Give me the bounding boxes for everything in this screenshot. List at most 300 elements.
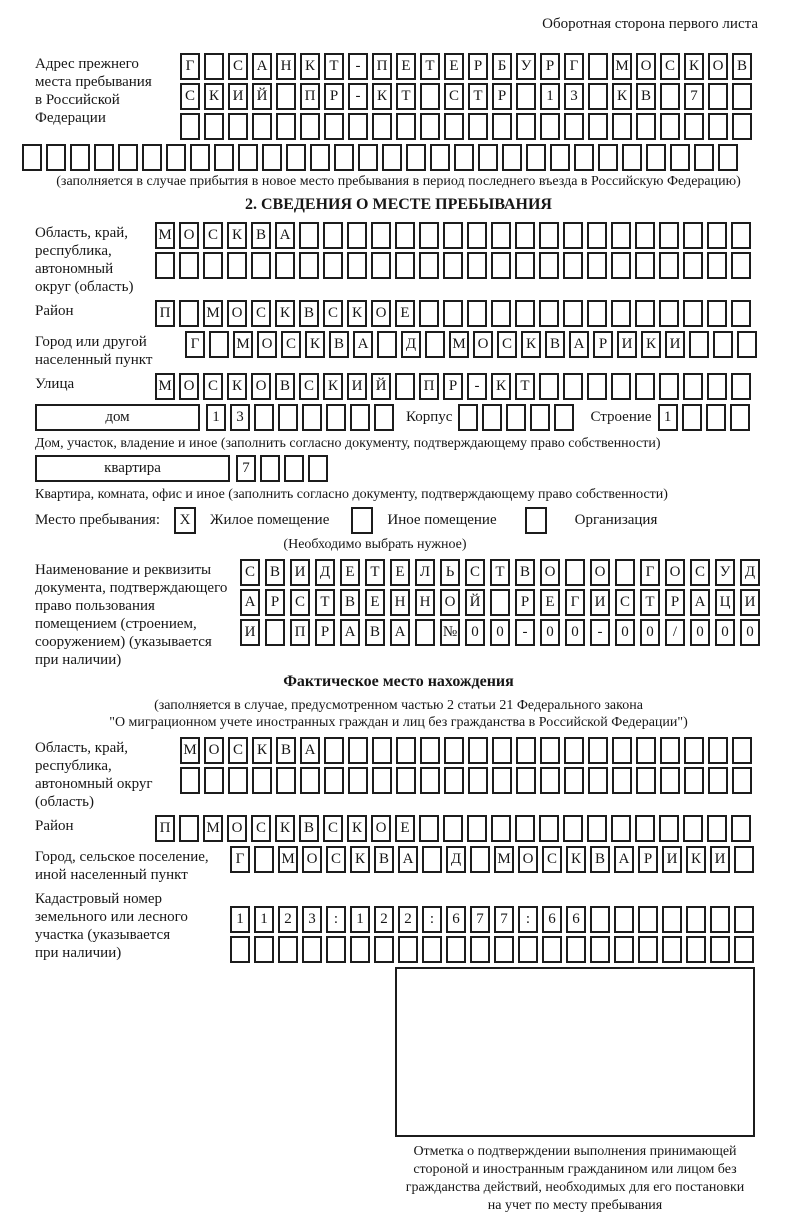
char-cell [689, 331, 709, 358]
char-cell: Й [465, 589, 485, 616]
char-cell: В [636, 83, 656, 110]
char-cell [542, 936, 562, 963]
char-cell: Т [490, 559, 510, 586]
prev-address-section [35, 53, 762, 190]
char-cell [468, 737, 488, 764]
char-cell [396, 737, 416, 764]
char-cell: 7 [470, 906, 490, 933]
char-cell: К [227, 373, 247, 400]
caption-line: гражданства действий, необходимых для его постановки [405, 1180, 745, 1195]
char-cell: В [340, 589, 360, 616]
char-cell: 1 [658, 404, 678, 431]
char-cell [732, 737, 752, 764]
char-cell [734, 936, 754, 963]
char-cell [350, 936, 370, 963]
char-cell [494, 936, 514, 963]
document-cells-2 [240, 589, 760, 616]
char-cell [238, 144, 258, 171]
label-line: автономный округ [35, 776, 153, 792]
char-cell: 0 [615, 619, 635, 646]
label-line: участка (указывается [35, 927, 171, 943]
char-cell [419, 300, 439, 327]
char-cell: В [299, 815, 319, 842]
char-cell: О [227, 815, 247, 842]
char-cell [302, 936, 322, 963]
char-cell [308, 455, 328, 482]
char-cell: П [419, 373, 439, 400]
char-cell [686, 936, 706, 963]
char-cell [491, 252, 511, 279]
char-cell [516, 737, 536, 764]
char-cell [396, 113, 416, 140]
char-cell [254, 404, 274, 431]
char-cell [444, 767, 464, 794]
char-cell [660, 767, 680, 794]
char-cell [683, 373, 703, 400]
char-cell: - [348, 53, 368, 80]
char-cell: К [347, 815, 367, 842]
char-cell [540, 113, 560, 140]
char-cell [490, 589, 510, 616]
char-cell: К [521, 331, 541, 358]
char-cell: Г [230, 846, 250, 873]
char-cell: С [542, 846, 562, 873]
char-cell [622, 144, 642, 171]
char-cell: И [665, 331, 685, 358]
char-cell [348, 113, 368, 140]
char-cell: Л [415, 559, 435, 586]
char-cell: М [155, 373, 175, 400]
option-other-premises-label: Иное помещение [387, 512, 497, 528]
char-cell: О [540, 559, 560, 586]
char-cell [612, 113, 632, 140]
char-cell [276, 83, 296, 110]
region-label [35, 222, 155, 296]
char-cell [443, 300, 463, 327]
char-cell [420, 737, 440, 764]
char-cell: Т [396, 83, 416, 110]
label-line: Область, край, [35, 225, 129, 241]
char-cell: Е [396, 53, 416, 80]
label-line: республика, [35, 758, 112, 774]
char-cell [252, 113, 272, 140]
char-cell: С [323, 300, 343, 327]
char-cell [713, 331, 733, 358]
char-cell: С [228, 737, 248, 764]
char-cell [419, 252, 439, 279]
char-cell [540, 767, 560, 794]
char-cell: И [228, 83, 248, 110]
char-cell [554, 404, 574, 431]
char-cell [491, 222, 511, 249]
char-cell: А [353, 331, 373, 358]
char-cell [707, 222, 727, 249]
actual-location-note-2: "О миграционном учете иностранных граждан и лиц без гражданства в Российской Федерации") [109, 715, 688, 730]
char-cell [204, 767, 224, 794]
char-cell: К [566, 846, 586, 873]
actual-district-label: Район [35, 818, 74, 834]
char-cell: 0 [490, 619, 510, 646]
label-line: округ (область) [35, 279, 134, 295]
char-cell [539, 373, 559, 400]
actual-region-label [35, 737, 180, 811]
char-cell [588, 767, 608, 794]
char-cell: М [612, 53, 632, 80]
char-cell [300, 113, 320, 140]
char-cell [660, 737, 680, 764]
char-cell [302, 404, 322, 431]
district-row [35, 300, 762, 327]
char-cell [446, 936, 466, 963]
char-cell [467, 815, 487, 842]
actual-region-cells-2 [180, 767, 752, 794]
char-cell: О [204, 737, 224, 764]
char-cell [358, 144, 378, 171]
char-cell: В [265, 559, 285, 586]
char-cell: - [515, 619, 535, 646]
char-cell: М [203, 815, 223, 842]
page-side-note: Оборотная сторона первого листа [542, 16, 758, 32]
char-cell: О [665, 559, 685, 586]
char-cell: 0 [565, 619, 585, 646]
prev-address-row-1 [180, 53, 752, 80]
char-cell [430, 144, 450, 171]
char-cell [419, 222, 439, 249]
char-cell: Е [395, 300, 415, 327]
char-cell: А [300, 737, 320, 764]
char-cell [563, 300, 583, 327]
char-cell: В [732, 53, 752, 80]
char-cell: 7 [684, 83, 704, 110]
char-cell: С [465, 559, 485, 586]
char-cell [118, 144, 138, 171]
char-cell: О [371, 300, 391, 327]
char-cell [179, 300, 199, 327]
char-cell: 6 [446, 906, 466, 933]
char-cell [635, 252, 655, 279]
char-cell [707, 252, 727, 279]
char-cell [492, 767, 512, 794]
actual-location-title: Фактическое место нахождения [283, 673, 514, 690]
char-cell: М [155, 222, 175, 249]
char-cell: И [290, 559, 310, 586]
char-cell [587, 222, 607, 249]
char-cell: В [275, 373, 295, 400]
char-cell [420, 113, 440, 140]
char-cell [710, 936, 730, 963]
city-cells [185, 331, 757, 358]
char-cell [443, 252, 463, 279]
char-cell [564, 113, 584, 140]
char-cell: Т [365, 559, 385, 586]
char-cell: А [240, 589, 260, 616]
char-cell: О [473, 331, 493, 358]
char-cell [467, 222, 487, 249]
char-cell: А [398, 846, 418, 873]
char-cell [275, 252, 295, 279]
char-cell: А [614, 846, 634, 873]
char-cell [638, 906, 658, 933]
section2-title: 2. СВЕДЕНИЯ О МЕСТЕ ПРЕБЫВАНИЯ [245, 196, 552, 213]
korpus-cells [458, 404, 574, 431]
char-cell [324, 737, 344, 764]
char-cell [590, 936, 610, 963]
char-cell [180, 767, 200, 794]
char-cell: О [302, 846, 322, 873]
char-cell: Т [420, 53, 440, 80]
char-cell [326, 936, 346, 963]
char-cell: И [662, 846, 682, 873]
char-cell [46, 144, 66, 171]
char-cell [587, 373, 607, 400]
char-cell: С [690, 559, 710, 586]
char-cell [444, 737, 464, 764]
char-cell: Г [564, 53, 584, 80]
char-cell: Р [665, 589, 685, 616]
char-cell: М [233, 331, 253, 358]
char-cell: К [641, 331, 661, 358]
char-cell [467, 300, 487, 327]
street-row [35, 373, 762, 400]
label-line: Наименование и реквизиты [35, 562, 212, 578]
caption-line: Отметка о подтверждении выполнения принимающей [413, 1144, 737, 1159]
char-cell: - [348, 83, 368, 110]
cadastre-cells-1 [230, 906, 754, 933]
char-cell: 0 [640, 619, 660, 646]
region-cells-2 [155, 252, 751, 279]
char-cell [590, 906, 610, 933]
char-cell: / [665, 619, 685, 646]
char-cell: В [515, 559, 535, 586]
char-cell: К [350, 846, 370, 873]
char-cell: И [590, 589, 610, 616]
char-cell: Г [185, 331, 205, 358]
char-cell [214, 144, 234, 171]
char-cell [180, 113, 200, 140]
char-cell: С [660, 53, 680, 80]
char-cell: С [203, 222, 223, 249]
char-cell [254, 936, 274, 963]
char-cell [659, 373, 679, 400]
char-cell [731, 222, 751, 249]
char-cell [398, 936, 418, 963]
char-cell [732, 767, 752, 794]
char-cell [209, 331, 229, 358]
char-cell [614, 936, 634, 963]
char-cell: Д [740, 559, 760, 586]
char-cell [707, 373, 727, 400]
char-cell [686, 906, 706, 933]
house-box-label: дом [35, 404, 200, 431]
label-line: места пребывания [35, 74, 152, 90]
actual-city-row [35, 846, 762, 884]
char-cell [251, 252, 271, 279]
char-cell [491, 815, 511, 842]
char-cell: № [440, 619, 460, 646]
char-cell [382, 144, 402, 171]
char-cell: Г [180, 53, 200, 80]
char-cell: - [467, 373, 487, 400]
option-organization-label: Организация [574, 512, 658, 528]
char-cell [395, 252, 415, 279]
char-cell [374, 404, 394, 431]
char-cell [252, 767, 272, 794]
char-cell: С [299, 373, 319, 400]
char-cell [374, 936, 394, 963]
char-cell [662, 936, 682, 963]
char-cell [278, 936, 298, 963]
char-cell: Е [365, 589, 385, 616]
char-cell: С [180, 83, 200, 110]
char-cell [347, 252, 367, 279]
char-cell [467, 252, 487, 279]
char-cell [420, 767, 440, 794]
char-cell [635, 373, 655, 400]
char-cell: А [275, 222, 295, 249]
char-cell: С [290, 589, 310, 616]
char-cell [708, 113, 728, 140]
char-cell [262, 144, 282, 171]
label-line: Город или другой [35, 334, 147, 350]
caption-line: стороной и иностранным гражданином или лицом без [413, 1162, 737, 1177]
char-cell: О [590, 559, 610, 586]
char-cell: 6 [566, 906, 586, 933]
char-cell [203, 252, 223, 279]
char-cell [415, 619, 435, 646]
char-cell [684, 767, 704, 794]
char-cell [683, 252, 703, 279]
korpus-label: Корпус [406, 409, 453, 425]
char-cell: О [636, 53, 656, 80]
char-cell: С [251, 300, 271, 327]
char-cell: С [203, 373, 223, 400]
char-cell: : [326, 906, 346, 933]
char-cell [422, 936, 442, 963]
char-cell [515, 222, 535, 249]
city-row [35, 331, 762, 369]
char-cell [516, 767, 536, 794]
char-cell: 0 [690, 619, 710, 646]
char-cell: С [228, 53, 248, 80]
char-cell [299, 252, 319, 279]
char-cell [734, 906, 754, 933]
label-line: документа, подтверждающего [35, 580, 228, 596]
char-cell: Р [443, 373, 463, 400]
char-cell [588, 83, 608, 110]
char-cell: В [365, 619, 385, 646]
char-cell [372, 737, 392, 764]
label-line: Город, сельское поселение, [35, 849, 209, 865]
char-cell [22, 144, 42, 171]
district-label: Район [35, 303, 74, 319]
char-cell: 7 [236, 455, 256, 482]
char-cell: К [372, 83, 392, 110]
document-label [35, 559, 240, 669]
char-cell: Р [638, 846, 658, 873]
char-cell [492, 113, 512, 140]
char-cell: 2 [278, 906, 298, 933]
char-cell [659, 815, 679, 842]
char-cell: П [300, 83, 320, 110]
char-cell: Т [468, 83, 488, 110]
char-cell [612, 737, 632, 764]
char-cell: М [494, 846, 514, 873]
char-cell: Н [415, 589, 435, 616]
char-cell: М [278, 846, 298, 873]
char-cell [659, 222, 679, 249]
char-cell: С [444, 83, 464, 110]
char-cell: 3 [230, 404, 250, 431]
char-cell: 0 [540, 619, 560, 646]
char-cell: О [440, 589, 460, 616]
char-cell: И [740, 589, 760, 616]
char-cell: Р [324, 83, 344, 110]
char-cell [284, 455, 304, 482]
char-cell [228, 767, 248, 794]
char-cell: 1 [350, 906, 370, 933]
label-line: населенный пункт [35, 352, 153, 368]
char-cell [731, 300, 751, 327]
char-cell: С [323, 815, 343, 842]
apartment-cells [236, 455, 328, 482]
char-cell [635, 300, 655, 327]
char-cell: 6 [542, 906, 562, 933]
char-cell: - [590, 619, 610, 646]
char-cell [539, 222, 559, 249]
char-cell [587, 300, 607, 327]
cadastre-label [35, 888, 230, 962]
char-cell [707, 815, 727, 842]
char-cell: 0 [465, 619, 485, 646]
char-cell [422, 846, 442, 873]
stroenie-label: Строение [590, 409, 652, 425]
char-cell: Ь [440, 559, 460, 586]
char-cell: П [372, 53, 392, 80]
char-cell [638, 936, 658, 963]
char-cell [372, 113, 392, 140]
char-cell: 3 [564, 83, 584, 110]
char-cell [659, 252, 679, 279]
city-label [35, 331, 185, 369]
char-cell [587, 252, 607, 279]
char-cell [324, 113, 344, 140]
registration-stamp-box [395, 967, 755, 1137]
char-cell: С [240, 559, 260, 586]
char-cell [598, 144, 618, 171]
char-cell [611, 815, 631, 842]
checkbox-other-premises [351, 507, 373, 534]
char-cell [636, 113, 656, 140]
char-cell [670, 144, 690, 171]
char-cell [683, 815, 703, 842]
char-cell: К [252, 737, 272, 764]
char-cell: К [275, 815, 295, 842]
char-cell: О [371, 815, 391, 842]
char-cell: 2 [374, 906, 394, 933]
char-cell [516, 83, 536, 110]
char-cell [276, 767, 296, 794]
char-cell [731, 815, 751, 842]
char-cell [492, 737, 512, 764]
char-cell: Е [340, 559, 360, 586]
char-cell [730, 404, 750, 431]
house-note: Дом, участок, владение и иное (заполнить согласно документу, подтверждающему право собственности) [35, 436, 661, 451]
char-cell [710, 906, 730, 933]
char-cell [660, 113, 680, 140]
char-cell [683, 222, 703, 249]
char-cell [443, 815, 463, 842]
char-cell: О [179, 222, 199, 249]
